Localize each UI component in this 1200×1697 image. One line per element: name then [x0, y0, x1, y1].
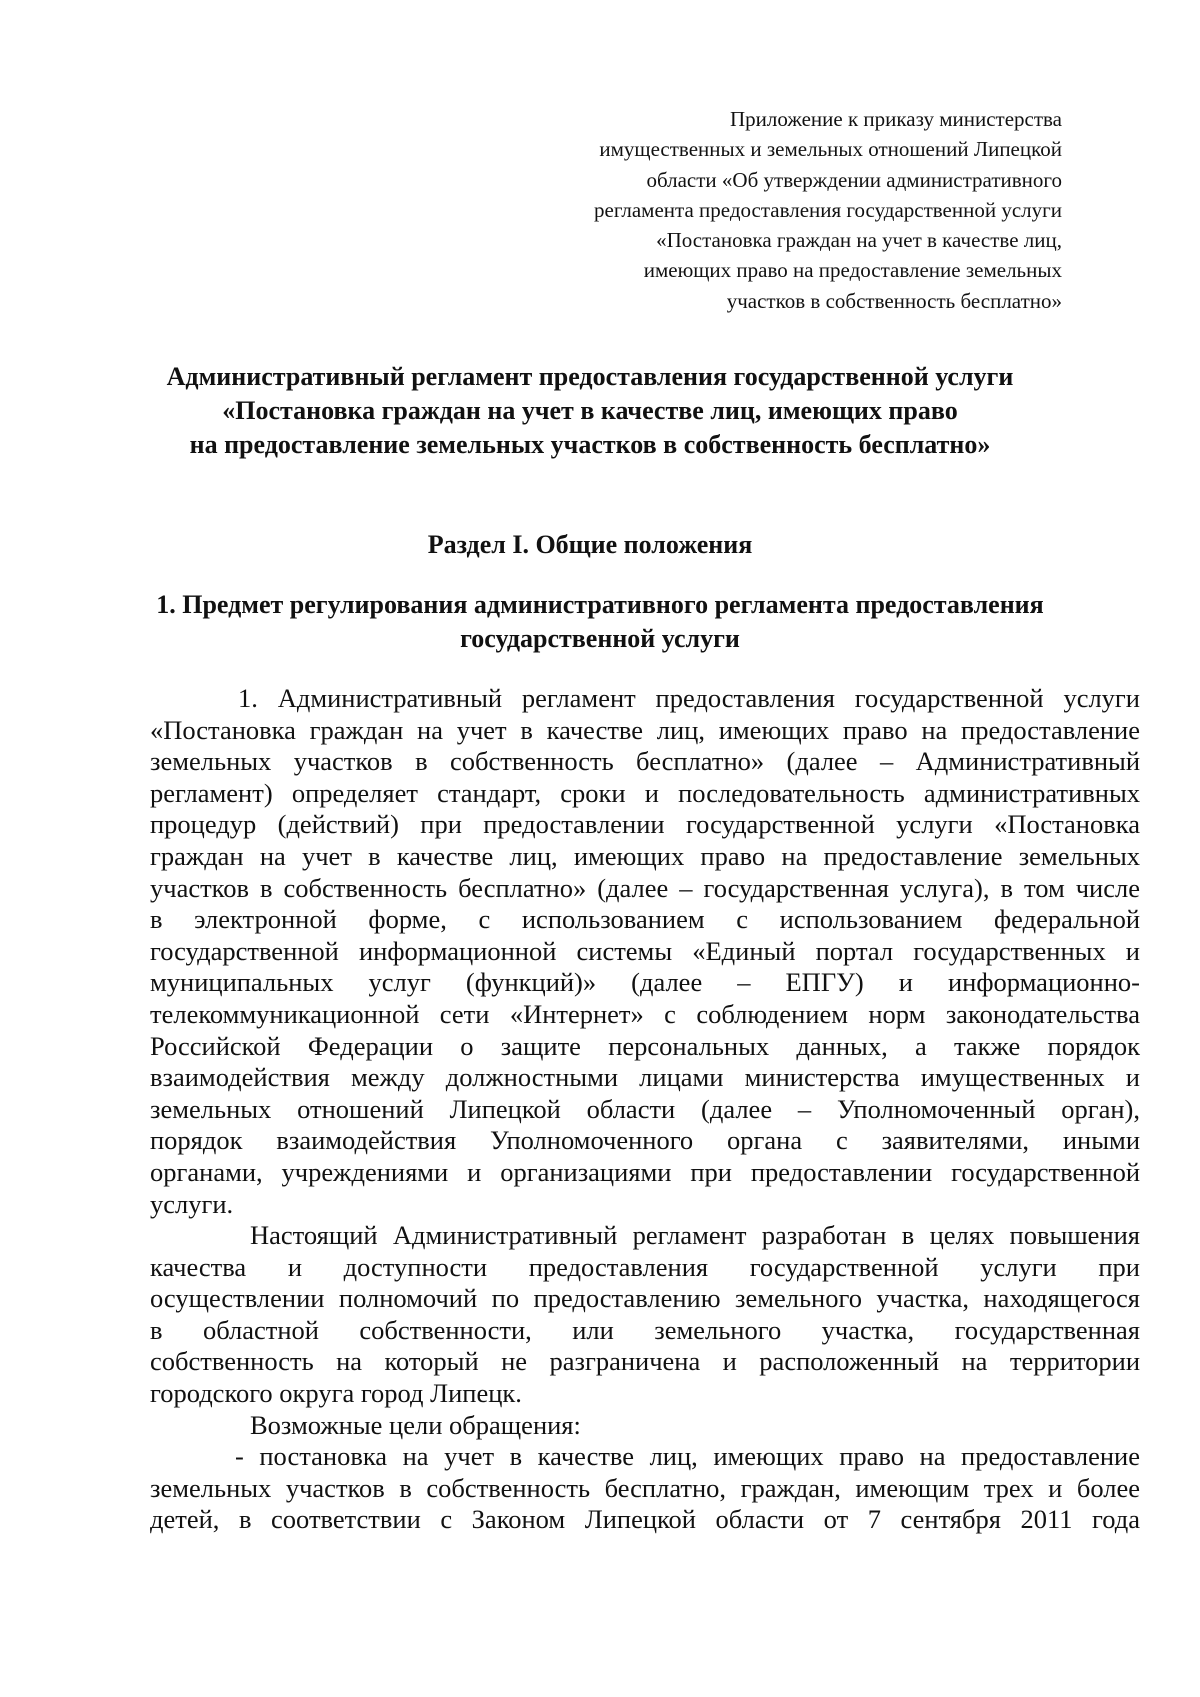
- text-line: телекоммуникационной сети «Интернет» с соблюдением норм законодательства: [150, 998, 1140, 1029]
- subheading-line: государственной услуги: [460, 624, 740, 653]
- text-line: детей, в соответствии с Законом Липецкой области от 7 сентября 2011 года: [150, 1504, 1140, 1535]
- text-line: качества и доступности предоставления государственной услуги при: [150, 1251, 1140, 1282]
- appendix-line: области «Об утверждении административного: [646, 167, 1062, 192]
- text-line: земельных отношений Липецкой области (далее – Уполномоченный орган),: [150, 1093, 1140, 1124]
- appendix-line: участков в собственность бесплатно»: [726, 288, 1062, 313]
- text-line: - постановка на учет в качестве лиц, имеющих право на предоставление: [235, 1441, 1140, 1472]
- paragraph-2: [150, 1220, 1140, 1410]
- appendix-line: Приложение к приказу министерства: [730, 107, 1062, 131]
- paragraph-4: [150, 1441, 1140, 1536]
- text-line: «Постановка граждан на учет в качестве лиц, имеющих право на предоставление: [150, 714, 1140, 745]
- appendix-line: имущественных и земельных отношений Липецкой: [599, 137, 1062, 162]
- appendix-line: имеющих право на предоставление земельных: [643, 258, 1062, 283]
- appendix-line: «Постановка граждан на учет в качестве лиц,: [656, 228, 1062, 253]
- text-line: органами, учреждениями и организациями при предоставлении государственной: [150, 1156, 1140, 1187]
- text-line: городского округа город Липецк.: [150, 1378, 522, 1409]
- text-line: услуги.: [150, 1188, 234, 1219]
- appendix-line: регламента предоставления государственной услуги: [594, 197, 1062, 222]
- text-line: 1. Административный регламент предоставления государственной услуги: [238, 683, 1140, 713]
- title-line: на предоставление земельных участков в собственность бесплатно»: [189, 430, 991, 459]
- text-line: земельных участков в собственность бесплатно» (далее – Административный: [150, 746, 1140, 777]
- title-line: «Постановка граждан на учет в качестве лиц, имеющих право: [222, 396, 958, 425]
- paragraph-1: [150, 683, 1140, 1220]
- appendix-note: [502, 104, 1062, 316]
- text-line: Возможные цели обращения:: [250, 1409, 581, 1440]
- text-line: регламент) определяет стандарт, сроки и последовательность административных: [150, 777, 1140, 808]
- text-line: участков в собственность бесплатно» (далее – государственная услуга), в том числе: [150, 872, 1140, 903]
- subsection-heading: [100, 588, 1100, 656]
- document-title: [150, 360, 1030, 462]
- text-line: собственность на который не разграничена и расположенный на территории: [150, 1346, 1140, 1377]
- text-line: муниципальных услуг (функций)» (далее – ЕПГУ) и информационно-: [150, 967, 1140, 998]
- text-line: земельных участков в собственность бесплатно, граждан, имеющим трех и более: [150, 1472, 1140, 1503]
- text-line: Настоящий Административный регламент разработан в целях повышения: [250, 1220, 1140, 1251]
- document-body: [150, 683, 1140, 1536]
- text-line: осуществлении полномочий по предоставлению земельного участка, находящегося: [150, 1283, 1140, 1314]
- text-line: в областной собственности, или земельного участка, государственная: [150, 1314, 1140, 1345]
- text-line: Российской Федерации о защите персональных данных, а также порядок: [150, 1030, 1140, 1061]
- text-line: процедур (действий) при предоставлении государственной услуги «Постановка: [150, 809, 1140, 840]
- paragraph-3: [150, 1410, 1140, 1442]
- text-line: в электронной форме, с использованием с использованием федеральной: [150, 904, 1140, 935]
- text-line: порядок взаимодействия Уполномоченного органа с заявителями, иными: [150, 1125, 1140, 1156]
- subheading-line: 1. Предмет регулирования административного регламента предоставления: [156, 590, 1044, 619]
- text-line: государственной информационной системы «Единый портал государственных и: [150, 935, 1140, 966]
- text-line: граждан на учет в качестве лиц, имеющих право на предоставление земельных: [150, 840, 1140, 871]
- title-line: Административный регламент предоставления государственной услуги: [166, 362, 1014, 391]
- section-heading: Раздел I. Общие положения: [427, 530, 753, 559]
- text-line: взаимодействия между должностными лицами министерства имущественных и: [150, 1062, 1140, 1093]
